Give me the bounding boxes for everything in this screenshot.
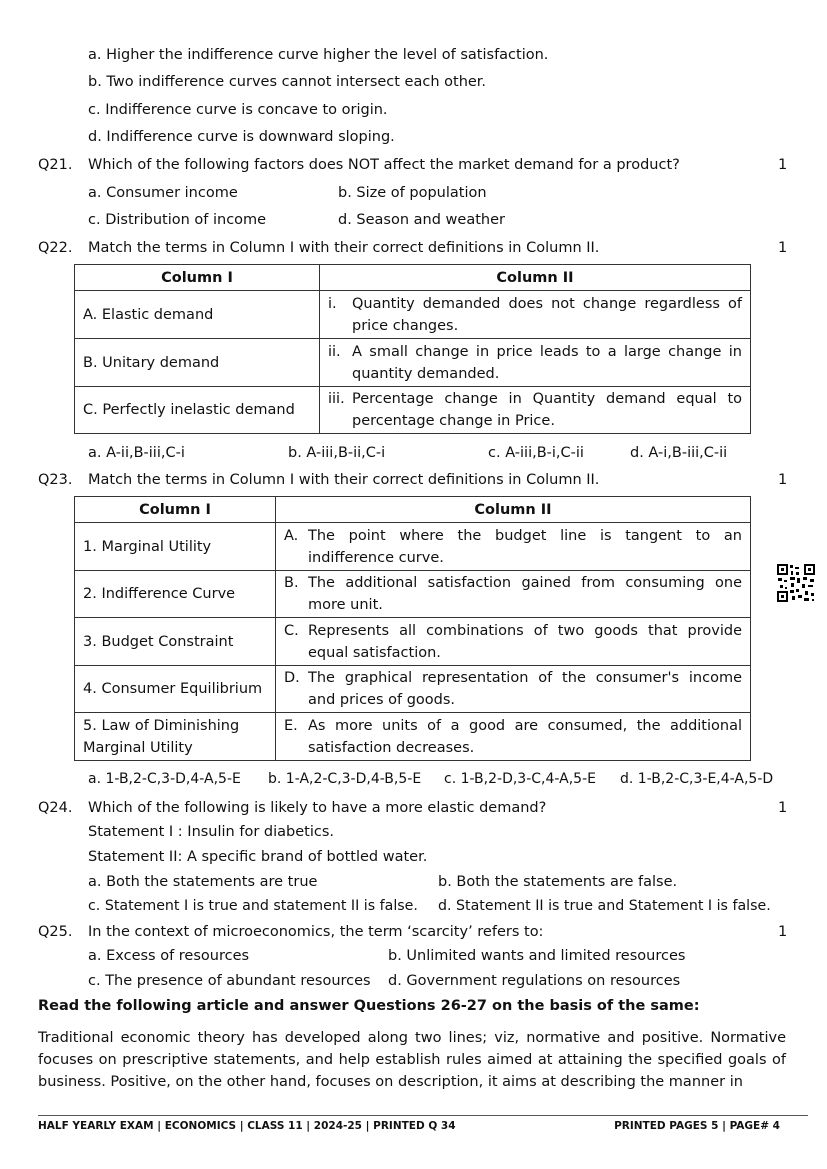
q22-number: Q22.	[38, 240, 73, 256]
qr-code-icon	[776, 563, 816, 603]
q22-term: C. Perfectly inelastic demand	[75, 387, 320, 434]
q21-option-b: b. Size of population	[338, 185, 487, 201]
table-row	[75, 387, 751, 434]
option-c: c. Indifference curve is concave to origin.	[88, 102, 388, 118]
q23-option-b: b. 1-A,2-C,3-D,4-B,5-E	[268, 771, 422, 787]
q24-option-c: c. Statement I is true and statement II is false.	[88, 898, 418, 914]
table-row	[75, 291, 751, 339]
q25-number: Q25.	[38, 924, 73, 940]
q22-marks: 1	[778, 240, 788, 256]
q23-header-col2: Column II	[276, 497, 751, 523]
q22-term: B. Unitary demand	[75, 339, 320, 387]
q23-term: 3. Budget Constraint	[75, 618, 276, 666]
q22-option-d: d. A-i,B-iii,C-ii	[630, 445, 728, 461]
q25-option-d: d. Government regulations on resources	[388, 973, 681, 989]
q23-term: 2. Indifference Curve	[75, 571, 276, 618]
q22-def-num: ii.	[328, 343, 341, 360]
article-text: Traditional economic theory has developed along two lines; viz, normative and positive. Normative focuses on prescriptive statements, and help establish rules aimed at attaining the specified goals of business. Positive, on the other hand, focuses on description, it aims at describing the manner in	[38, 1030, 786, 1090]
q22-term: A. Elastic demand	[75, 291, 320, 339]
q22-def: Quantity demanded does not change regardless of price changes.	[352, 295, 742, 334]
q25-option-c: c. The presence of abundant resources	[88, 973, 371, 989]
q23-def-num: A.	[284, 527, 299, 544]
q24-statement-2: Statement II: A specific brand of bottled water.	[88, 849, 428, 865]
q23-term: 5. Law of Diminishing Marginal Utility	[75, 713, 276, 761]
table-row	[75, 571, 751, 618]
footer-left: HALF YEARLY EXAM | ECONOMICS | CLASS 11 | 2024-25 | PRINTED Q 34	[38, 1120, 456, 1132]
q21-option-c: c. Distribution of income	[88, 212, 267, 228]
q22-option-b: b. A-iii,B-ii,C-i	[288, 445, 386, 461]
footer-right: PRINTED PAGES 5 | PAGE# 4	[614, 1120, 780, 1132]
q22-text: Match the terms in Column I with their correct definitions in Column II.	[88, 240, 600, 256]
table-row	[75, 666, 751, 713]
q24-marks: 1	[778, 800, 788, 816]
q21-marks: 1	[778, 157, 788, 173]
option-a: a. Higher the indifference curve higher the level of satisfaction.	[88, 47, 549, 63]
q23-option-d: d. 1-B,2-C,3-E,4-A,5-D	[620, 771, 774, 787]
q21-option-a: a. Consumer income	[88, 185, 238, 201]
q22-def: A small change in price leads to a large change in quantity demanded.	[352, 343, 742, 382]
q24-option-b: b. Both the statements are false.	[438, 874, 678, 890]
q25-text: In the context of microeconomics, the term ‘scarcity’ refers to:	[88, 924, 544, 940]
q22-header-col1: Column I	[75, 265, 320, 291]
q22-option-a: a. A-ii,B-iii,C-i	[88, 445, 185, 461]
q23-def: Represents all combinations of two goods that provide equal satisfaction.	[308, 622, 742, 661]
table-row	[75, 523, 751, 571]
q23-term: 1. Marginal Utility	[75, 523, 276, 571]
q24-statement-1: Statement I : Insulin for diabetics.	[88, 824, 334, 840]
q23-option-a: a. 1-B,2-C,3-D,4-A,5-E	[88, 771, 241, 787]
q25-option-b: b. Unlimited wants and limited resources	[388, 948, 686, 964]
q23-text: Match the terms in Column I with their correct definitions in Column II.	[88, 472, 600, 488]
q23-def: The point where the budget line is tangent to an indifference curve.	[308, 527, 742, 566]
q23-def: The graphical representation of the consumer's income and prices of goods.	[308, 670, 742, 708]
option-d: d. Indifference curve is downward sloping.	[88, 129, 395, 145]
q23-def-num: D.	[284, 670, 300, 686]
q23-match-table	[74, 496, 751, 761]
q23-def: The additional satisfaction gained from consuming one more unit.	[308, 575, 742, 613]
q24-option-a: a. Both the statements are true	[88, 874, 318, 890]
q21-text: Which of the following factors does NOT affect the market demand for a product?	[88, 157, 680, 173]
q22-def-num: iii.	[328, 391, 345, 407]
table-row	[75, 713, 751, 761]
table-row	[75, 618, 751, 666]
q23-def-num: E.	[284, 717, 298, 734]
q23-marks: 1	[778, 472, 788, 488]
q24-text: Which of the following is likely to have a more elastic demand?	[88, 800, 547, 816]
article-heading: Read the following article and answer Questions 26-27 on the basis of the same:	[38, 998, 700, 1014]
q25-option-a: a. Excess of resources	[88, 948, 250, 964]
footer-divider	[38, 1115, 808, 1116]
q23-number: Q23.	[38, 472, 73, 488]
q22-header-col2: Column II	[320, 265, 751, 291]
q22-def: Percentage change in Quantity demand equal to percentage change in Price.	[352, 391, 742, 429]
option-b: b. Two indifference curves cannot intersect each other.	[88, 74, 487, 90]
q22-def-num: i.	[328, 295, 337, 312]
q23-def-num: B.	[284, 575, 299, 591]
q23-header-col1: Column I	[75, 497, 276, 523]
q21-number: Q21.	[38, 157, 73, 173]
q21-option-d: d. Season and weather	[338, 212, 505, 228]
q22-match-table	[74, 264, 751, 434]
q25-marks: 1	[778, 924, 788, 940]
q23-def: As more units of a good are consumed, the additional satisfaction decreases.	[308, 717, 742, 756]
q23-def-num: C.	[284, 622, 299, 639]
q23-option-c: c. 1-B,2-D,3-C,4-A,5-E	[444, 771, 596, 787]
q24-option-d: d. Statement II is true and Statement I is false.	[438, 898, 771, 914]
q24-number: Q24.	[38, 800, 73, 816]
q23-term: 4. Consumer Equilibrium	[75, 666, 276, 713]
table-row	[75, 339, 751, 387]
q22-option-c: c. A-iii,B-i,C-ii	[488, 445, 584, 461]
